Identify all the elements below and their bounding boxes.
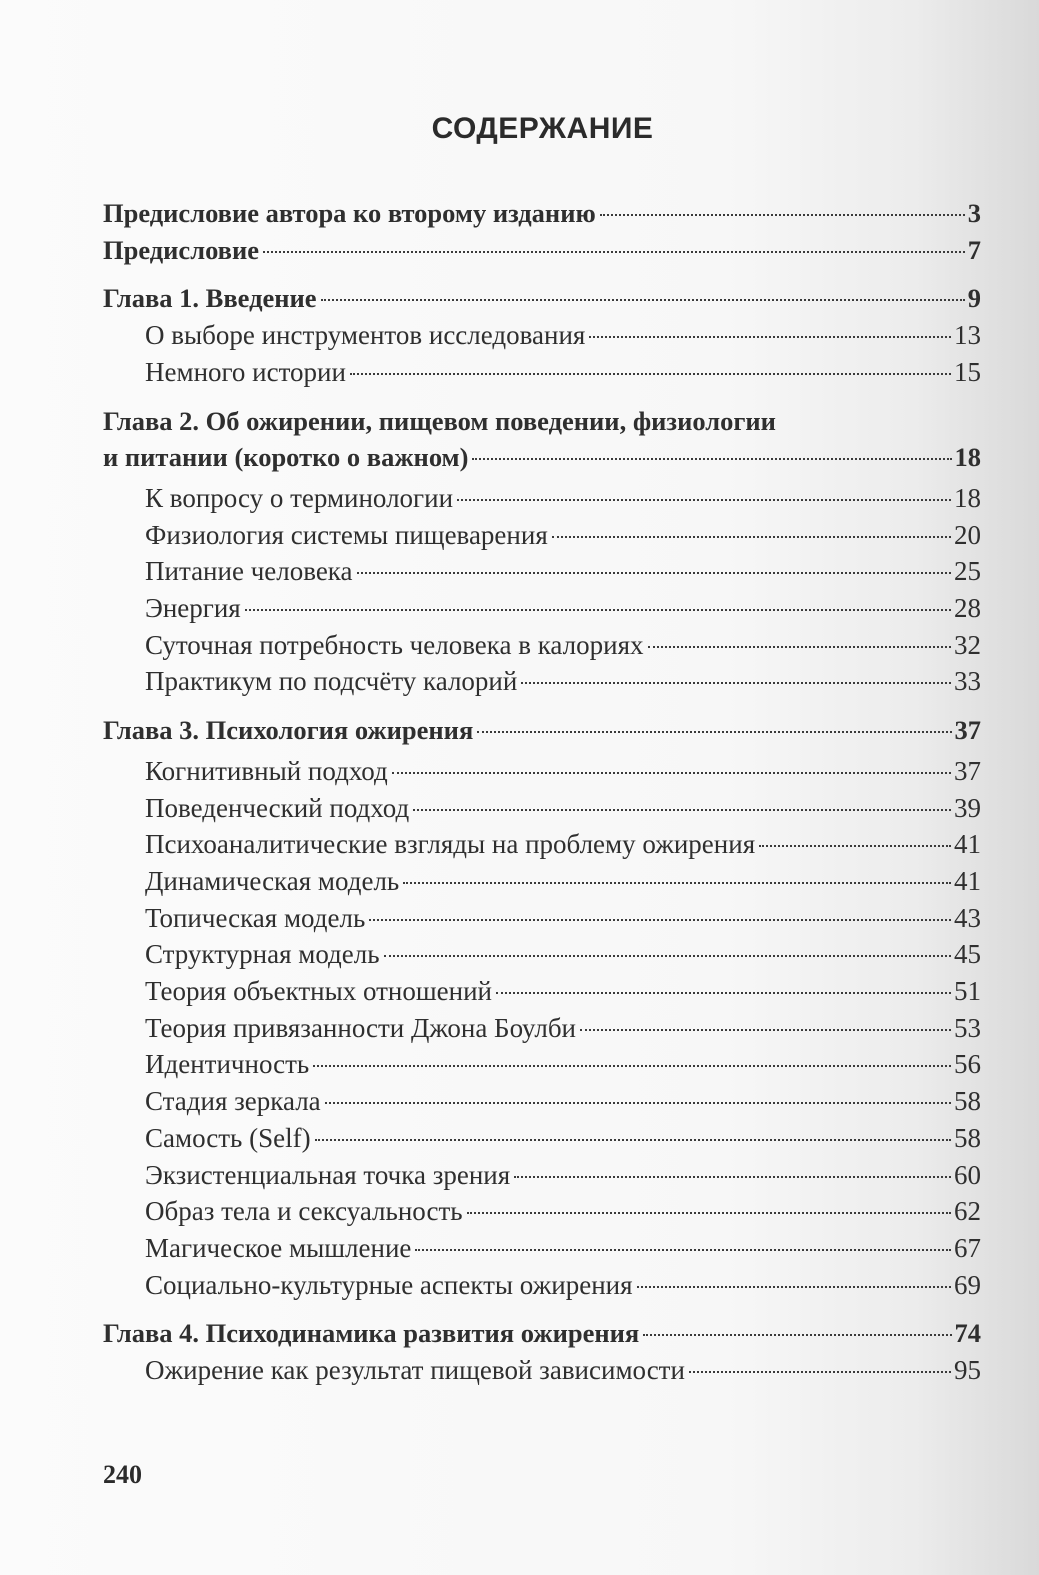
- dot-leader: [457, 499, 951, 501]
- toc-entry-section: [103, 590, 981, 627]
- page-title: СОДЕРЖАНИЕ: [431, 112, 654, 145]
- toc-entry-page: 45: [954, 939, 981, 970]
- toc-entry-page: 58: [954, 1122, 981, 1153]
- dot-leader: [263, 251, 965, 253]
- toc-entry-label: и питании (коротко о важном): [103, 442, 469, 473]
- toc-entry-section: [103, 1230, 981, 1267]
- toc-entry-section: [103, 517, 981, 554]
- toc-entry-chapter-2: [103, 439, 981, 476]
- toc-entry-section: [103, 317, 981, 354]
- dot-leader: [643, 1334, 951, 1336]
- dot-leader: [514, 1176, 951, 1178]
- toc-entry-label: Предисловие автора ко второму изданию: [103, 198, 596, 228]
- toc-entry-author-preface: [103, 195, 981, 232]
- dot-leader: [600, 214, 965, 216]
- toc-entry-label: Глава 1. Введение: [103, 283, 317, 314]
- toc-entry-page: 41: [954, 829, 981, 860]
- toc-entry-section: [103, 1046, 981, 1083]
- toc-entry-label: Социально-культурные аспекты ожирения: [145, 1269, 633, 1300]
- dot-leader: [384, 955, 951, 957]
- toc-entry-label: Теория объектных отношений: [145, 976, 492, 1007]
- toc-entry-page: 41: [954, 865, 981, 896]
- toc-entry-label: Ожирение как результат пищевой зависимости: [145, 1355, 685, 1386]
- toc-entry-page: 15: [954, 356, 981, 387]
- toc-entry-preface: [103, 232, 981, 269]
- toc-entry-page: 37: [954, 715, 981, 746]
- toc-entry-label: Питание человека: [145, 556, 353, 587]
- toc-entry-label: Практикум по подсчёту калорий: [145, 666, 518, 697]
- toc-entry-section: [103, 1352, 981, 1389]
- dot-leader: [521, 682, 951, 684]
- toc-entry-page: 69: [954, 1269, 981, 1300]
- toc-entry-page: 67: [954, 1232, 981, 1263]
- toc-entry-section: [103, 553, 981, 590]
- toc-entry-section: [103, 790, 981, 827]
- toc-entry-page: 56: [954, 1049, 981, 1080]
- toc-entry-section: [103, 973, 981, 1010]
- toc-entry-section: [103, 936, 981, 973]
- toc-entry-label: К вопросу о терминологии: [145, 482, 454, 513]
- dot-leader: [415, 1249, 951, 1251]
- toc-entry-section: [103, 1010, 981, 1047]
- toc-entry-label: Идентичность: [145, 1049, 310, 1080]
- toc-entry-chapter-4: [103, 1315, 981, 1352]
- toc-entry-chapter-2-line-1: Глава 2. Об ожирении, пищевом поведении, физиологии: [103, 405, 776, 436]
- toc-entry-label: Самость (Self): [145, 1122, 311, 1153]
- toc-entry-page: 62: [954, 1196, 981, 1227]
- dot-leader: [496, 992, 951, 994]
- toc-entry-page: 25: [954, 556, 981, 587]
- toc-entry-section: [103, 1083, 981, 1120]
- dot-leader: [325, 1102, 951, 1104]
- dot-leader: [589, 336, 951, 338]
- toc-entry-label: Суточная потребность человека в калориях: [145, 629, 644, 660]
- dot-leader: [321, 299, 965, 301]
- dot-leader: [477, 731, 951, 733]
- toc-entry-section: [103, 863, 981, 900]
- toc-entry-label: Топическая модель: [145, 902, 366, 933]
- toc-entry-page: 32: [954, 629, 981, 660]
- toc-entry-label: Глава 3. Психология ожирения: [103, 715, 474, 746]
- dot-leader: [392, 772, 951, 774]
- toc-entry-page: 13: [954, 320, 981, 351]
- toc-entry-label: Структурная модель: [145, 939, 380, 970]
- toc-entry-section: [103, 1120, 981, 1157]
- dot-leader: [313, 1065, 951, 1067]
- dot-leader: [403, 882, 951, 884]
- toc-entry-section: [103, 753, 981, 790]
- toc-entry-page: 18: [954, 482, 981, 513]
- toc-entry-label: Экзистенциальная точка зрения: [145, 1159, 511, 1190]
- toc-entry-label: О выборе инструментов исследования: [145, 320, 586, 351]
- toc-entry-section: [103, 663, 981, 700]
- page-number: 240: [103, 1460, 142, 1489]
- dot-leader: [552, 536, 951, 538]
- toc-entry-section: [103, 826, 981, 863]
- toc-entry-page: 74: [954, 1318, 981, 1349]
- toc-entry-section: [103, 627, 981, 664]
- dot-leader: [369, 919, 951, 921]
- toc-entry-chapter-1: [103, 280, 981, 317]
- dot-leader: [637, 1286, 951, 1288]
- toc-entry-page: 43: [954, 902, 981, 933]
- toc-entry-section: [103, 354, 981, 391]
- dot-leader: [315, 1139, 951, 1141]
- toc-entry-section: [103, 1193, 981, 1230]
- toc-entry-section: [103, 900, 981, 937]
- toc-entry-label: Образ тела и сексуальность: [145, 1196, 463, 1227]
- toc-entry-label: Динамическая модель: [145, 865, 400, 896]
- toc-entry-page: 53: [954, 1012, 981, 1043]
- toc-entry-label: Энергия: [145, 593, 241, 624]
- dot-leader: [357, 572, 952, 574]
- toc-entry-page: 18: [954, 442, 981, 473]
- toc-entry-section: [103, 480, 981, 517]
- toc-entry-page: 39: [954, 792, 981, 823]
- dot-leader: [689, 1371, 951, 1373]
- toc-entry-page: 58: [954, 1086, 981, 1117]
- dot-leader: [759, 845, 951, 847]
- dot-leader: [467, 1212, 951, 1214]
- toc-entry-section: [103, 1157, 981, 1194]
- dot-leader: [472, 458, 951, 460]
- toc-entry-label: Физиология системы пищеварения: [145, 519, 548, 550]
- toc-entry-label: Стадия зеркала: [145, 1086, 321, 1117]
- dot-leader: [648, 646, 952, 648]
- toc-entry-page: 33: [954, 666, 981, 697]
- toc-entry-page: 51: [954, 976, 981, 1007]
- toc-entry-label: Магическое мышление: [145, 1232, 412, 1263]
- dot-leader: [350, 373, 951, 375]
- toc-entry-section: [103, 1267, 981, 1304]
- toc-entry-page: 7: [967, 234, 981, 265]
- toc-entry-page: 95: [954, 1355, 981, 1386]
- toc-entry-label: Глава 4. Психодинамика развития ожирения: [103, 1318, 640, 1349]
- toc-entry-label: Когнитивный подход: [145, 755, 388, 786]
- toc-entry-page: 3: [967, 198, 981, 228]
- toc-entry-label: Теория привязанности Джона Боулби: [145, 1012, 577, 1043]
- toc-entry-page: 9: [967, 283, 981, 314]
- toc-entry-chapter-3: [103, 712, 981, 749]
- dot-leader: [245, 609, 951, 611]
- toc-entry-page: 37: [954, 755, 981, 786]
- table-of-contents: [103, 195, 981, 1389]
- toc-entry-page: 28: [954, 593, 981, 624]
- dot-leader: [580, 1029, 951, 1031]
- toc-entry-label: Предисловие: [103, 234, 259, 265]
- dot-leader: [413, 809, 951, 811]
- toc-entry-label: Немного истории: [145, 356, 346, 387]
- toc-entry-label: Поведенческий подход: [145, 792, 410, 823]
- toc-entry-label: Психоаналитические взгляды на проблему ожирения: [145, 829, 756, 860]
- toc-entry-page: 60: [954, 1159, 981, 1190]
- toc-entry-page: 20: [954, 519, 981, 550]
